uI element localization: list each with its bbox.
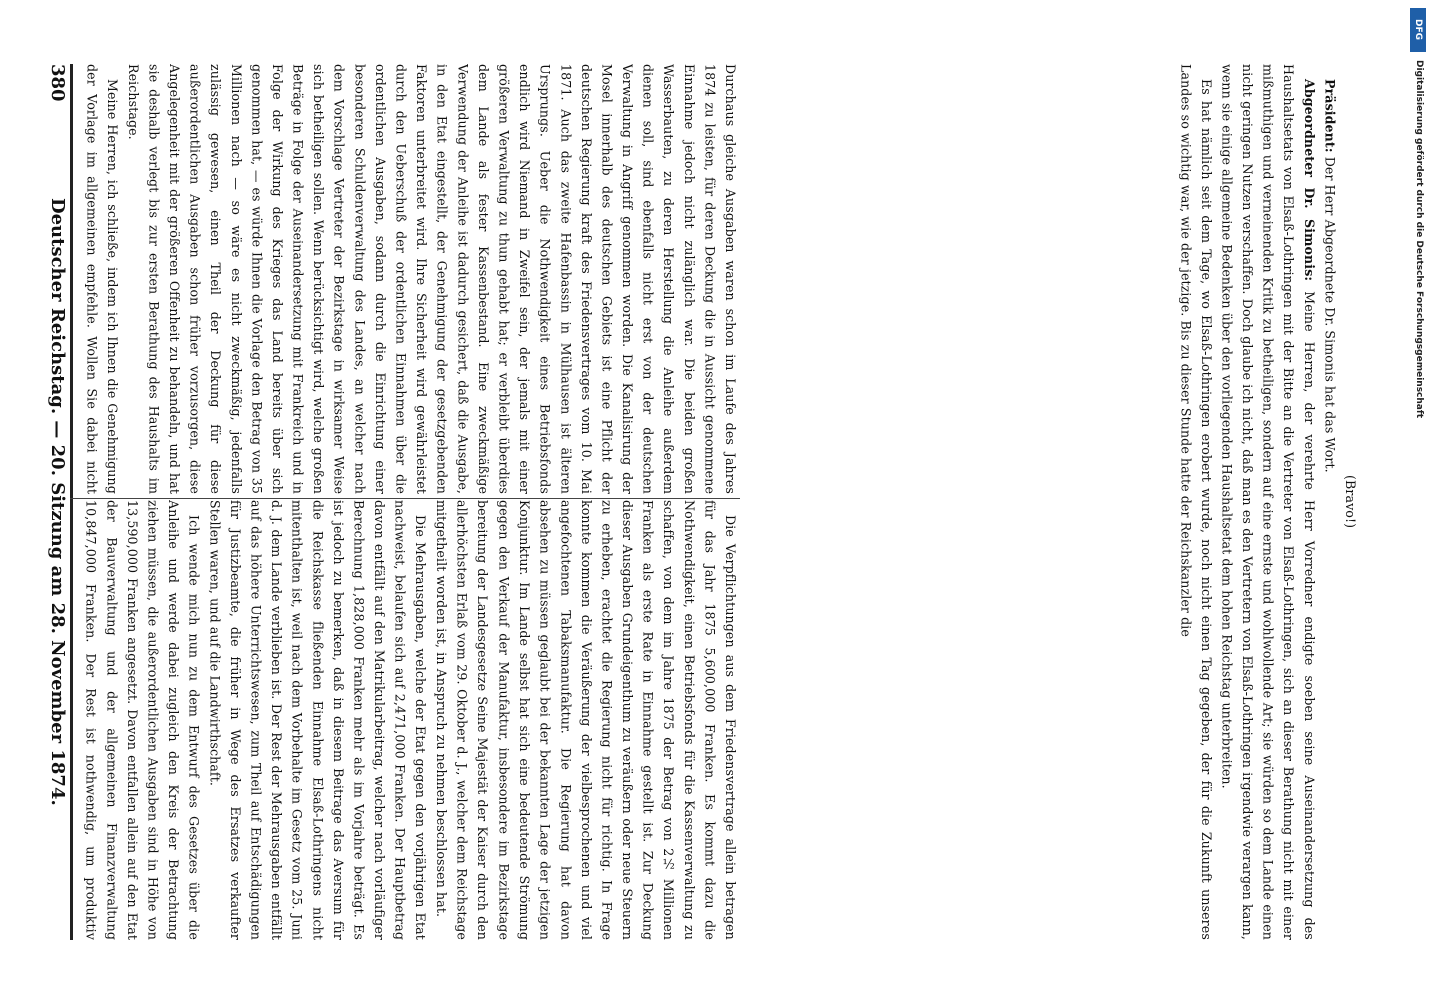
paragraph: Die Mehrausgaben, welche der Etat gegen den vorjährigen Etat nachweist, belaufen sich auf 2,471,000 Franken. Der Hauptbetrag davon entfällt auf den Matrikularbeitrag, welcher nach vorläufiger Berechnung 1,828,000 Franken mehr als im Vorjahre beträgt. Es ist jedoch zu bemerken, daß in diesem Beitrage das Aversum für die Reichskasse fließenden Einnahme Elsaß-Lothringens nicht mitenthalten ist, weil nach dem Vorbehalte im Gesetz vom 25. Juni d. J. dem Lande verblieben ist. Der Rest der Mehrausgaben entfällt auf das höhere Unterrichtswesen, zum Theil auf Entschädigungen für Justizbeamte, die früher in Wege des Ersatzes verkaufter Stellen waren, und auf die Landwirthschaft. (207, 500, 429, 940)
page-header (38, 64, 68, 940)
paragraph: Die Verpflichtungen aus dem Friedensvertrage allein betragen für das Jahr 1875 5,600,000 Franken. Es kommt dazu die Nothwendigkeit, einen Betriebsfonds für die Kassenverwaltung zu schaffen, von dem im Jahre 1875 der Betrag von 2½ Millionen Franken als erste Rate in Einnahme gestellt ist. Zur Deckung dieser Ausgaben Grundeigenthum zu veräußern oder neue Steuern zu erheben, erachtet die Regierung nicht für richtig. In Frage konnte kommen die Veräußerung der vielbesprochenen und viel angefochtenen Tabaksmanufaktur. Die Regierung hat davon absehen zu müssen geglaubt bei der bekannten Lage der jetzigen Konjunktur. Im Lande selbst hat sich eine bedeutende Strömung gegen den Verkauf der Manufaktur, insbesondere im Bezirkstage (496, 500, 738, 940)
text-column-1b (494, 500, 740, 940)
paragraph: bereitung der Landesgesetze Seine Majestät der Kaiser durch den allerhöchsten Erlaß vom 29. Oktober d. J., welcher dem Reichstage mitgetheilt worden ist, in Anspruch zu nehmen beschlossen hat. (433, 500, 490, 940)
header-rule (70, 64, 73, 940)
running-title: Deutscher Reichstag. — 20. Sitzung am 28. November 1874. (47, 198, 68, 806)
speech-text: Meine Herren, der verehrte Herr Vorredner endigte soeben seine Auseinandersetzung des Haushaltsetats von Elsaß-Lothringen mit der Bitte an die Vertreter von Elsaß-Lothringen, sich an dieser Berathung nicht mit einer mißmuthigen und verneinenden Kritik zu betheiligen, sondern auf eine ernste und wohlwollende Art; sie würden so dem Lande einen nicht geringen Nutzen verschaffen. Doch glaube ich nicht, daß man es den Vertretern von Elsaß-Lothringen irgendwie verargen kann, wenn sie einige allgemeine Bedenken über den vorliegenden Haushaltsetat dem hohen Reichstag unterbreiten. (1219, 64, 1317, 940)
paragraph: Meine Herren, ich schließe, indem ich Ihnen die Genehmigung der Vorlage im allgemeinen empfehle. Wollen Sie dabei nicht (84, 64, 121, 494)
paragraph: Durchaus gleiche Ausgaben waren schon im Laufe des Jahres 1874 zu leisten, für deren Deckung die in Aussicht genommene Einnahme jedoch nicht zulänglich war. Die beiden großen Wasserbauten, zu deren Herstellung die Anleihe außerdem dienen soll, sind ebenfalls nicht erst von der deutschen Verwaltung in Angriff genommen worden. Die Kanalisirung der Mosel innerhalb des deutschen Gebiets ist eine Pflicht der deutschen Regierung kraft des Friedensvertrages vom 10. Mai 1871. Auch das zweite Hafenbassin in Mülhausen ist älteren Ursprungs. Ueber die Nothwendigkeit eines Betriebsfonds endlich wird Niemand in Zweifel sein, der jemals mit einer größeren Verwaltung zu thun gehabt hat; er verbleibt überdies dem Lande als fester Kassenbestand. Eine zweckmäßige Verwendung der Anleihe ist dadurch gesichert, daß die Ausgabe, in den Etat eingestellt, der Genehmigung der gesetzgebenden Faktoren unterbreitet wird. Ihre Sicherheit wird gewährleistet durch den Ueberschuß der ordentlichen Einnahmen über die ordentlichen Ausgaben, sodann durch die Einrichtung einer besonderen Schuldenverwaltung des Landes, an welcher nach dem Vorschlage Vertreter der Bezirkstage in wirksamer Weise sich betheiligen sollen. Wenn berücksichtigt wird, welche großen Beträge in Folge der Auseinandersetzung mit Frankreich und in Folge der Wirkung des Krieges das Land bereits über sich genommen hat, — es würde Ihnen die Vorlage den Betrag von 35 Millionen nach — so wäre es nicht zweckmäßig, jedenfalls zulässig gewesen, einen Theil der Deckung für diese außerordentlichen Ausgaben schon früher vorzusorgen, diese Angelegenheit mit der größeren Offenheit zu behandeln, und hat sie deshalb verlegt bis zur ersten Berathung des Haushalts im Reichstage. (125, 64, 738, 494)
digitization-credit: Digitalisierung gefördert durch die Deutsche Forschungsgemeinschaft (1414, 60, 1424, 419)
president-remark: Der Herr Abgeordnete Dr. Simonis hat das Wort. (1322, 156, 1338, 473)
dfg-logo: DFG (1410, 8, 1426, 52)
text-column-3 (760, 64, 1360, 940)
text-column-2 (78, 64, 740, 494)
applause-note: (Bravo!) (1343, 475, 1358, 529)
president-label: Präsident: (1322, 79, 1338, 153)
text-column-1a (78, 500, 492, 940)
speaker-label: Abgeordneter Dr. Simonis: (1301, 79, 1317, 282)
column-divider (70, 498, 740, 499)
paragraph: Ich wende mich nun zu dem Entwurf des Gesetzes über die Anleihe und werde dabei zugleich den Kreis der Betrachtung ziehen müssen, die außerordentlichen Ausgaben sind in Höhe von 13,590,000 Franken angesetzt. Davon entfallen allein auf den Etat der Bauverwaltung und der allgemeinen Finanzverwaltung 10,847,000 Franken. Der Rest ist nothwendig, um produktiv (83, 500, 202, 940)
paragraph: Es hat nämlich seit dem Tage, wo Elsaß-Lothringen erobert wurde, noch nicht einen Tag gegeben, der für die Zukunft unseres Landes so wichtig war, wie der jetzige. Bis zu dieser Stunde hatte der Reichskanzler die (1178, 64, 1214, 940)
page-number: 380 (47, 64, 68, 102)
